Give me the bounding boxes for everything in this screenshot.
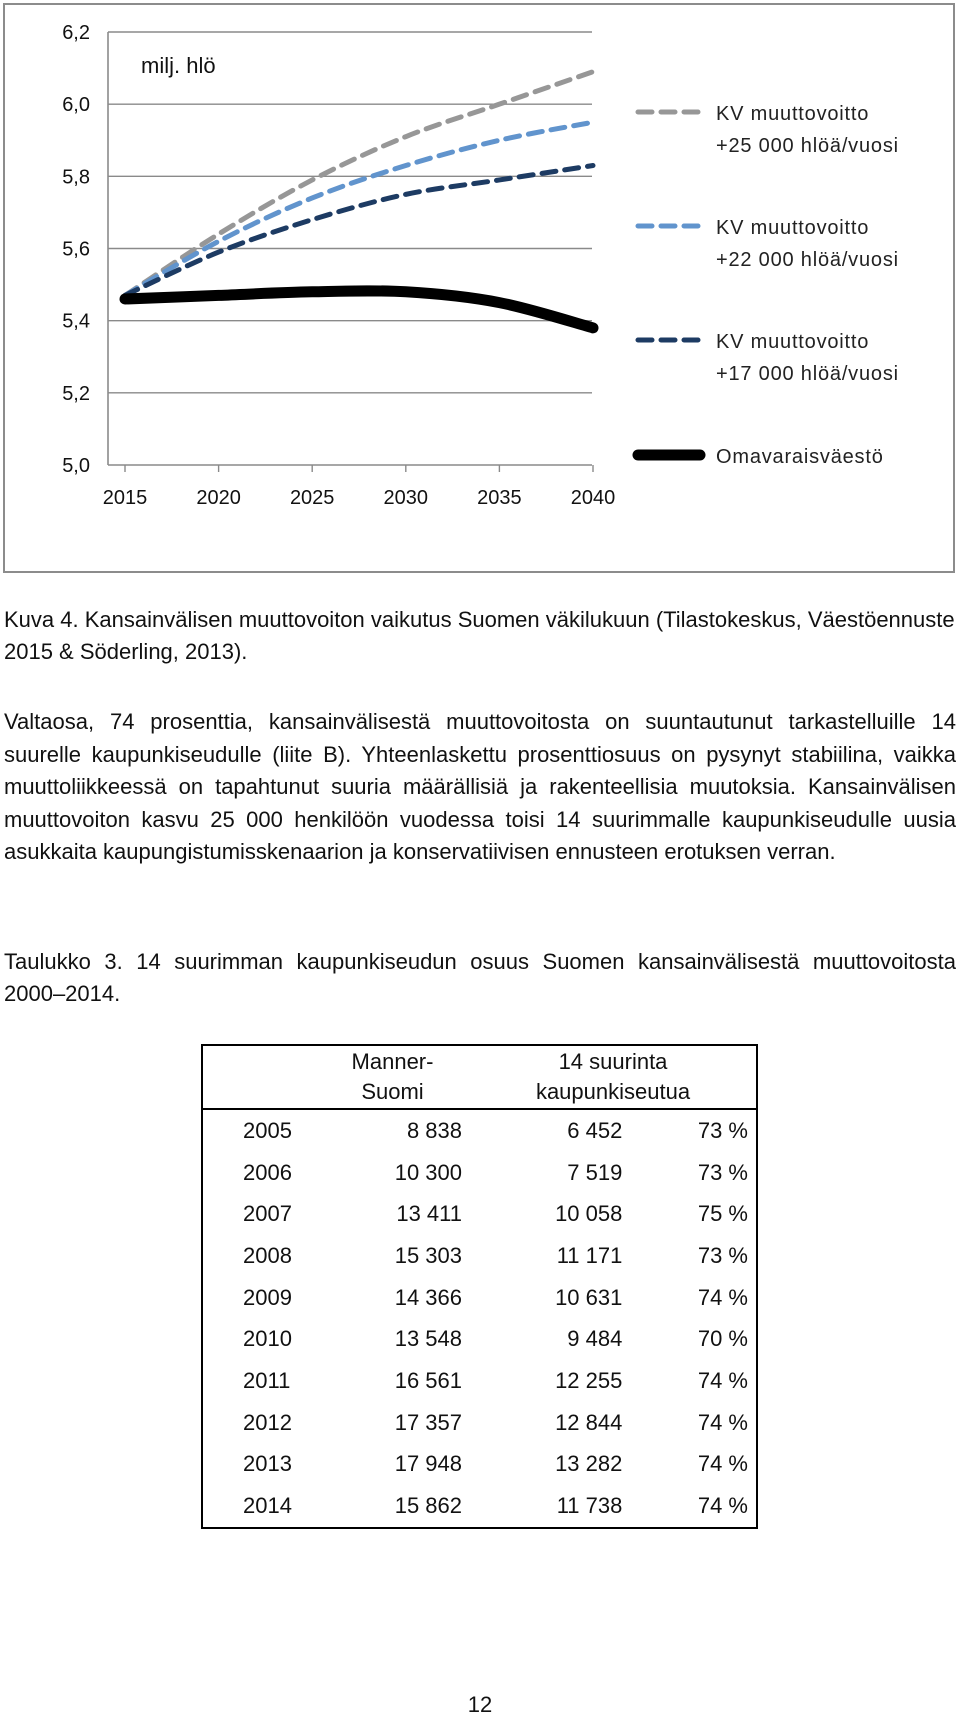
series-line <box>125 291 593 328</box>
y-tick-labels <box>62 22 90 477</box>
table-row <box>202 1318 757 1360</box>
x-tick-label: 2030 <box>383 487 429 509</box>
year-cell: 2014 <box>243 1493 292 1519</box>
year-cell: 2006 <box>243 1159 292 1185</box>
series-line <box>125 122 593 295</box>
header-mainland <box>315 1045 470 1109</box>
header-mainland-line1: Manner- <box>351 1049 434 1074</box>
table-row <box>202 1193 757 1235</box>
y-tick-label: 5,2 <box>62 382 90 405</box>
table-body <box>202 1109 757 1528</box>
body-paragraph: Valtaosa, 74 prosenttia, kansainvälisestä muuttovoitosta on suuntautunut tarkastelluille 14 suurelle kaupunkiseudulle (liite B). Yhteenlaskettu prosenttiosuus on pysynyt stabiilina, vaikka muuttoliikkeessä on tapahtunut suuria määrällisiä ja rakenteellisia muutoksia. Kansainvälisen muuttovoiton kasvu 25 000 henkilöön vuodessa toisi 14 suurimmalle kaupunkiseudulle uusia asukkaita kaupungistumisskenaarion ja konservatiivisen ennusteen erotuksen verran. <box>4 709 956 864</box>
table-row <box>202 1277 757 1319</box>
y-tick-label: 6,0 <box>62 94 90 117</box>
x-tick-label: 2025 <box>289 487 335 509</box>
share-cell: 75 % <box>697 1201 748 1227</box>
legend-label-line2: +25 000 hlöä/vuosi <box>716 135 899 157</box>
share-cell: 74 % <box>697 1409 748 1435</box>
mainland-cell: 15 303 <box>394 1242 462 1268</box>
y-tick-label: 6,2 <box>62 22 90 44</box>
share-cell: 74 % <box>697 1493 748 1519</box>
year-cell: 2007 <box>243 1201 292 1227</box>
mainland-cell: 15 862 <box>394 1493 462 1519</box>
mainland-cell: 10 300 <box>394 1159 462 1185</box>
regions-cell: 11 171 <box>556 1242 623 1268</box>
legend-label-line1: KV muuttovoitto <box>716 103 870 125</box>
table-row <box>202 1235 757 1277</box>
series-line <box>125 166 593 296</box>
regions-cell: 12 255 <box>555 1367 623 1393</box>
table-row <box>202 1360 757 1402</box>
mainland-cell: 14 366 <box>394 1284 462 1310</box>
x-tick-label: 2020 <box>196 487 241 509</box>
share-cell: 73 % <box>697 1242 748 1268</box>
regions-cell: 12 844 <box>555 1409 623 1435</box>
share-cell: 70 % <box>697 1326 748 1352</box>
table-row <box>202 1109 757 1152</box>
mainland-cell: 13 548 <box>394 1326 462 1352</box>
population-chart <box>5 5 957 575</box>
share-cell: 74 % <box>697 1367 748 1393</box>
page-number: 12 <box>467 1692 493 1717</box>
regions-cell: 7 519 <box>567 1159 623 1185</box>
table-caption: Taulukko 3. 14 suurimman kaupunkiseudun osuus Suomen kansainvälisestä muuttovoitosta 2000–2014. <box>4 949 956 1006</box>
chart-frame <box>3 3 955 573</box>
legend-label-line2: +17 000 hlöä/vuosi <box>716 363 899 385</box>
y-tick-label: 5,0 <box>62 455 90 477</box>
legend-label-line1: KV muuttovoitto <box>716 331 870 353</box>
year-cell: 2010 <box>243 1326 292 1352</box>
mainland-cell: 17 357 <box>394 1409 462 1435</box>
regions-cell: 11 738 <box>556 1493 623 1519</box>
legend-label-line2: +22 000 hlöä/vuosi <box>716 249 899 271</box>
mainland-cell: 17 948 <box>394 1451 462 1477</box>
regions-cell: 10 631 <box>555 1284 623 1310</box>
share-cell: 73 % <box>697 1117 748 1143</box>
year-cell: 2008 <box>243 1242 292 1268</box>
mainland-cell: 8 838 <box>406 1117 462 1143</box>
header-empty <box>202 1045 315 1109</box>
share-cell: 74 % <box>697 1451 748 1477</box>
regions-cell: 10 058 <box>555 1201 623 1227</box>
x-tick-label: 2040 <box>570 487 616 509</box>
x-tick-labels <box>103 487 616 509</box>
table-row <box>202 1444 757 1486</box>
y-tick-label: 5,4 <box>62 310 90 333</box>
legend-label-line1: Omavaraisväestö <box>716 446 884 468</box>
figure-caption: Kuva 4. Kansainvälisen muuttovoiton vaikutus Suomen väkilukuun (Tilastokeskus, Väestöennuste 2015 & Söderling, 2013). <box>4 607 955 664</box>
year-cell: 2009 <box>243 1284 292 1310</box>
table-row <box>202 1485 757 1528</box>
year-cell: 2013 <box>243 1451 292 1477</box>
share-cell: 74 % <box>697 1284 748 1310</box>
year-cell: 2012 <box>243 1409 292 1435</box>
table-header-row <box>202 1045 757 1109</box>
table-row <box>202 1152 757 1194</box>
header-regions <box>470 1045 757 1109</box>
series-lines <box>125 72 593 328</box>
legend-label-line1: KV muuttovoitto <box>716 217 870 239</box>
regions-cell: 13 282 <box>555 1451 623 1477</box>
header-regions-line2: kaupunkiseutua <box>535 1079 691 1104</box>
mainland-cell: 13 411 <box>396 1201 462 1227</box>
mainland-cell: 16 561 <box>394 1367 462 1393</box>
y-tick-label: 5,6 <box>62 238 90 261</box>
regions-cell: 6 452 <box>567 1117 623 1143</box>
x-tick-label: 2035 <box>477 487 522 509</box>
header-regions-line1: 14 suurinta <box>558 1049 668 1074</box>
regions-cell: 9 484 <box>567 1326 623 1352</box>
unit-label: milj. hlö <box>141 53 216 78</box>
year-cell: 2005 <box>243 1117 292 1143</box>
migration-table <box>201 1044 758 1529</box>
year-cell: 2011 <box>243 1367 291 1393</box>
table-row <box>202 1402 757 1444</box>
header-mainland-line2: Suomi <box>361 1079 424 1104</box>
x-tick-label: 2015 <box>102 487 148 509</box>
legend <box>638 103 899 468</box>
y-tick-label: 5,8 <box>62 166 90 189</box>
share-cell: 73 % <box>697 1159 748 1185</box>
